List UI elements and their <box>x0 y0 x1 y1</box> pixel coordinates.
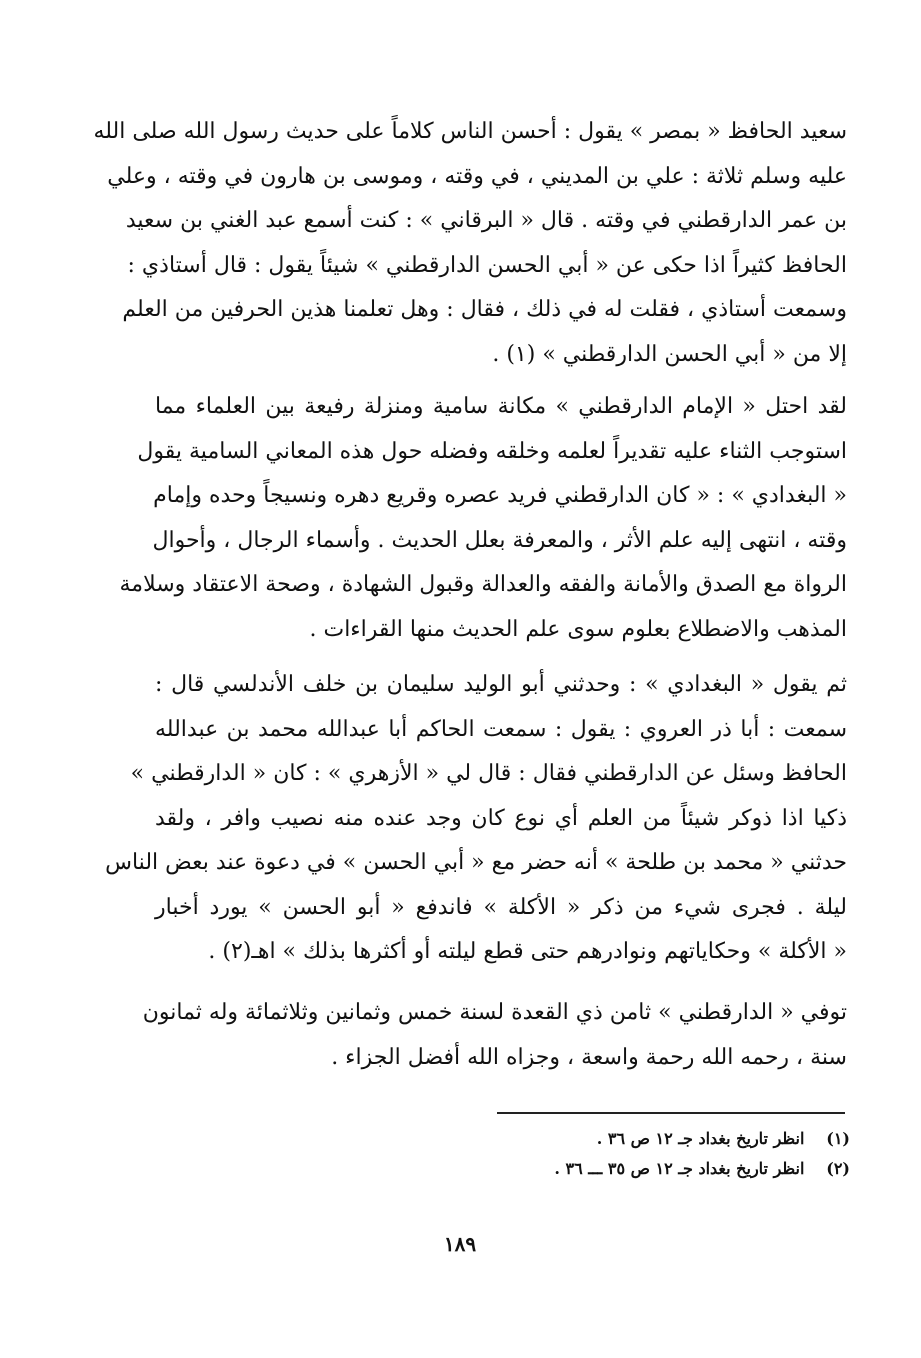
text-line: لقد احتل « الإمام الدارقطني » مكانة سامية ومنزلة رفيعة بين العلماء مما <box>155 394 847 419</box>
text-line: سعيد الحافظ « بمصر » يقول : أحسن الناس كلاماً على حديث رسول الله صلى الله <box>93 119 847 144</box>
text-line: استوجب الثناء عليه تقديراً لعلمه وخلقه وفضله حول هذه المعاني السامية يقول <box>137 438 847 464</box>
text-line: « البغدادي » : « كان الدارقطني فريد عصره وقريع دهره ونسيجاً وحده وإمام <box>153 483 847 508</box>
paragraph-1 <box>93 110 847 377</box>
text-line: حدثني « محمد بن طلحة » أنه حضر مع « أبي الحسن » في دعوة عند بعض الناس <box>105 850 847 875</box>
text-line: الحافظ كثيراً اذا حكى عن « أبي الحسن الدارقطني » شيئاً يقول : قال أستاذي : <box>127 252 847 278</box>
text-line: وسمعت أستاذي ، فقلت له في ذلك ، فقال : وهل تعلمنا هذين الحرفين من العلم <box>122 297 847 322</box>
text-line: عليه وسلم ثلاثة : علي بن المديني ، في وقته ، وموسى بن هارون في وقته ، وعلي <box>107 163 847 189</box>
text-line: « الأكلة » وحكاياتهم ونوادرهم حتى قطع ليلته أو أكثرها بذلك » اهـ(٢) . <box>208 939 847 964</box>
text-line: سمعت : أبا ذر العروي : يقول : سمعت الحاكم أبا عبدالله محمد بن عبدالله <box>155 716 847 742</box>
footnotes <box>400 1124 850 1184</box>
footnote-number: (٢) <box>826 1159 850 1178</box>
footnote-2 <box>400 1154 850 1184</box>
text-line: وقته ، انتهى إليه علم الأثر ، والمعرفة بعلل الحديث . وأسماء الرجال ، وأحوال <box>152 527 847 553</box>
footnote-text: انظر تاريخ بغداد جـ ١٢ ص ٣٦ . <box>596 1129 805 1148</box>
paragraph-3 <box>105 663 847 975</box>
paragraph-4 <box>142 991 847 1080</box>
text-line: ثم يقول « البغدادي » : وحدثني أبو الوليد سليمان بن خلف الأندلسي قال : <box>155 672 847 697</box>
paragraph-2 <box>119 385 847 652</box>
text-line: ذكيا اذا ذوكر شيئاً من العلم أي نوع كان وجد عنده منه نصيب وافر ، ولقد <box>155 805 847 831</box>
footnote-number: (١) <box>826 1129 850 1148</box>
text-line: بن عمر الدارقطني في وقته . قال « البرقاني » : كنت أسمع عبد الغني بن سعيد <box>125 208 847 233</box>
text-line: الرواة مع الصدق والأمانة والفقه والعدالة وقبول الشهادة ، وصحة الاعتقاد وسلامة <box>119 572 847 597</box>
footnote-separator <box>497 1112 845 1114</box>
footnote-text: انظر تاريخ بغداد جـ ١٢ ص ٣٥ ـــ ٣٦ . <box>554 1159 805 1178</box>
page-number: ١٨٩ <box>443 1232 477 1256</box>
text-line: المذهب والاضطلاع بعلوم سوى علم الحديث منها القراءات . <box>309 616 847 642</box>
footnote-1 <box>400 1124 850 1154</box>
text-line: توفي « الدارقطني » ثامن ذي القعدة لسنة خمس وثمانين وثلاثمائة وله ثمانون <box>142 1000 847 1025</box>
text-line: إلا من « أبي الحسن الدارقطني » (١) . <box>492 341 847 367</box>
text-line: سنة ، رحمه الله رحمة واسعة ، وجزاه الله أفضل الجزاء . <box>331 1044 847 1070</box>
text-line: ليلة . فجرى شيء من ذكر « الأكلة » فاندفع « أبو الحسن » يورد أخبار <box>155 894 847 920</box>
text-line: الحافظ وسئل عن الدارقطني فقال : قال لي « الأزهري » : كان « الدارقطني » <box>130 761 847 786</box>
